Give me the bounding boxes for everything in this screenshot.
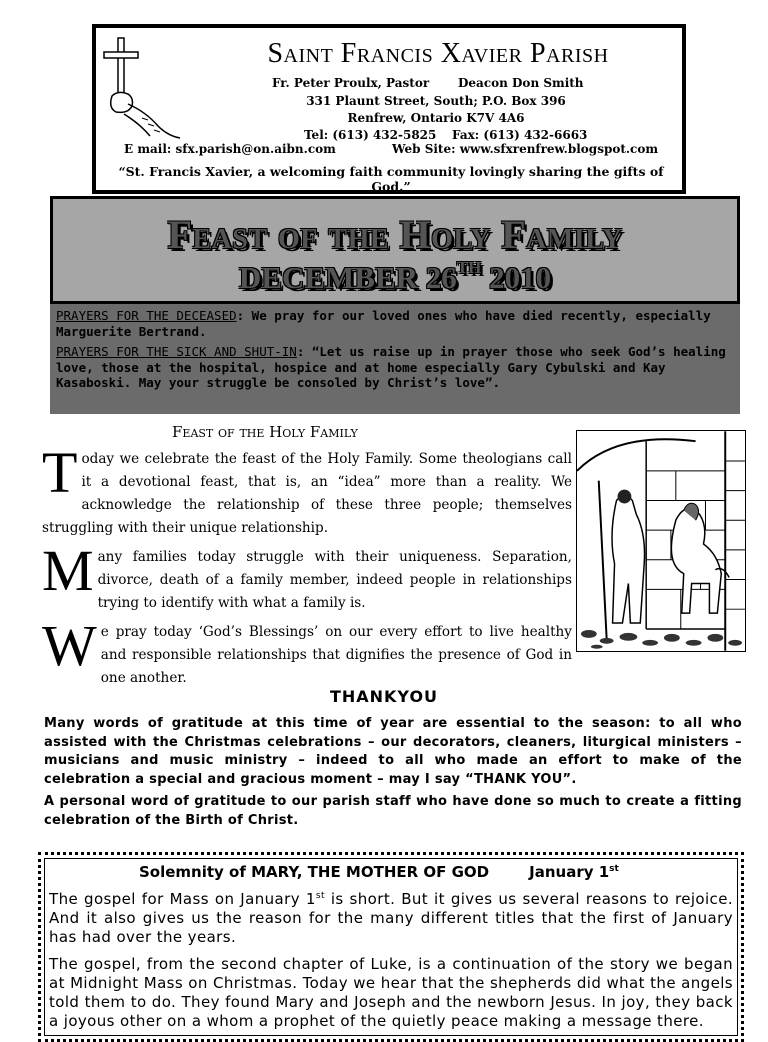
thankyou-body [44,715,742,834]
holy-family-illustration [576,430,746,652]
feast-date-main: DECEMBER 26 [238,260,457,295]
solemnity-paragraph-1 [49,887,733,947]
solemnity-title [139,863,733,881]
pastor-name: Fr. Peter Proulx, Pastor [272,76,430,90]
solemnity-paragraph-1-suffix: st [315,891,325,901]
article-paragraph-3-text: e pray today ‘God’s Blessings’ on our every effort to live healthy and responsible relationships that dignifies the presence of God in one another. [100,624,572,686]
parish-header [92,24,686,194]
article-paragraph-2 [42,538,572,615]
solemnity-box [38,852,744,1042]
tel-number: Tel: (613) 432-5825 [304,128,437,142]
deacon-name: Deacon Don Smith [458,76,584,90]
parish-motto: “St. Francis Xavier, a welcoming faith community lovingly sharing the gifts of God.” [118,164,664,194]
feast-banner [50,196,740,304]
email-address[interactable]: E mail: sfx.parish@on.aibn.com [124,142,336,156]
prayers-sick-text: : “Let us raise up in prayer those who seek God’s healing love, those at the hospital, hospice and at home especially Gary Cybulski and Kay Kasaboski. May your struggle be consoled by Christ’s love”. [56,344,726,390]
prayers-sick-label: PRAYERS FOR THE SICK AND SHUT-IN [56,344,297,359]
solemnity-paragraph-1-a: The gospel for Mass on January 1 [49,890,316,908]
article-body [42,440,572,696]
address-line: 331 Plaunt Street, South; P.O. Box 396 [306,94,566,108]
prayers-box [50,304,740,414]
drop-cap-w: W [42,613,97,678]
solemnity-paragraph-2: The gospel, from the second chapter of Luke, is a continuation of the story we began at Midnight Mass on Christmas. Today we hear that the shepherds did what the angels told them to do. They found Mary and Joseph and the newborn Jesus. In joy, they back a joyous other on a whom a prophet of the quietly peace making a message there. [49,955,733,1030]
cross-hand-icon [102,34,182,144]
feast-date [53,260,737,296]
article-paragraph-3 [42,613,572,690]
article-paragraph-1-text: oday we celebrate the feast of the Holy Family. Some theologians call it a devotional feast, that is, an “idea” more than a reality. We acknowledge the relationship of these three people; themselves struggling with their unique relationship. [42,451,572,536]
drop-cap-m: M [42,538,94,603]
solemnity-date-text: January 1 [529,863,610,881]
solemnity-paragraph-1-b: is short. But it gives us several reasons to rejoice. And it also gives us the reason for the many different titles that the first of January has had over the years. [49,890,733,946]
solemnity-date [529,863,619,881]
thankyou-paragraph-1: Many words of gratitude at this time of year are essential to the season: to all who assisted with the Christmas celebrations – our decorators, cleaners, liturgical ministers – musicians and music ministry – indeed to all who made an effort to make of the celebration a special and gracious moment – may I say “THANK YOU”. [44,716,742,787]
parish-name: Saint Francis Xavier Parish [267,38,609,69]
thankyou-paragraph-2: A personal word of gratitude to our parish staff who have done so much to create a fitting celebration of the Birth of Christ. [44,794,742,828]
city-line: Renfrew, Ontario K7V 4A6 [347,111,525,125]
feast-title: Feast of the Holy Family [167,212,623,257]
solemnity-text [49,887,733,1031]
article-paragraph-1 [42,440,572,540]
prayers-deceased [56,308,734,339]
prayers-deceased-text: : We pray for our loved ones who have died recently, especially Marguerite Bertrand. [56,308,711,339]
feast-date-suffix: TH [456,258,482,277]
prayers-deceased-label: PRAYERS FOR THE DECEASED [56,308,237,323]
solemnity-title-text: Solemnity of MARY, THE MOTHER OF GOD [139,863,490,881]
thankyou-title: THANKYOU [329,687,439,706]
drop-cap-t: T [42,440,78,505]
prayers-sick [56,344,734,391]
article-paragraph-2-text: any families today struggle with their uniqueness. Separation, divorce, death of a family member, indeed people in relationships trying to identify with what a family is. [97,549,572,611]
solemnity-date-suffix: st [609,864,619,874]
feast-date-year: 2010 [481,260,552,295]
fax-number: Fax: (613) 432-6663 [452,128,588,142]
article-title: Feast of the Holy Family [172,423,358,441]
website-link[interactable]: Web Site: www.sfxrenfrew.blogspot.com [392,142,659,156]
